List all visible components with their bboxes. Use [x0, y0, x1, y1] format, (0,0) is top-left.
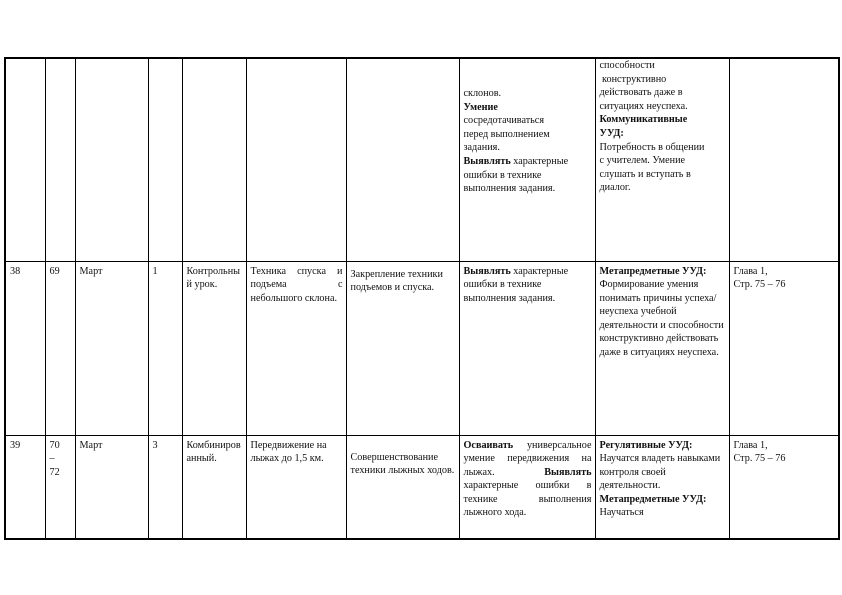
cell-num: 39 [5, 435, 45, 539]
tasks-text: характерные ошибки в технике выполнения задания. [463, 265, 569, 304]
uud-line: Коммуникативные [599, 114, 688, 126]
uud-line: действовать даже в [599, 87, 683, 99]
cell-hours-no: 70 – 72 [45, 435, 75, 539]
uud-text: Формирование умения понимать причины успеха/неуспеха учебной деятельности и способности конструктивно действовать даже в ситуациях неуспеха. [599, 279, 724, 359]
tasks-line: склонов. [463, 88, 502, 99]
tasks-text: универсальное умение передвижения на лыжах. [463, 439, 592, 478]
cell-num [5, 58, 45, 261]
reference-pages: Стр. 75 – 76 [733, 279, 786, 291]
tasks-bold: Выявлять [544, 466, 592, 478]
cell-lesson-type: Контрольный урок. [182, 261, 246, 435]
cell-month: Март [75, 261, 148, 435]
uud-line: конструктивно [599, 73, 667, 85]
uud-line: УУД: [599, 127, 624, 139]
cell-topic [246, 58, 346, 261]
cell-count: 1 [148, 261, 182, 435]
uud-line: Потребность в общении [599, 141, 705, 153]
reference-chapter: Глава 1, [733, 265, 768, 277]
uud-text: Научаться [599, 507, 644, 519]
tasks-line: Умение [463, 101, 498, 113]
uud-text: Научатся владеть навыками контроля своей деятельности. [599, 453, 721, 492]
cell-goal: Совершенствование техники лыжных ходов. [346, 435, 459, 539]
cell-topic: Передвижение на лыжах до 1,5 км. [246, 435, 346, 539]
table-row [5, 58, 839, 261]
cell-tasks [459, 58, 595, 261]
tasks-tail-bold: Выявлять [463, 155, 511, 167]
tasks-line: задания. [463, 142, 500, 154]
tasks-bold: Осваивать [463, 439, 514, 451]
uud-line: с учителем. Умение [599, 155, 686, 167]
cell-lesson-type: Комбинированный. [182, 435, 246, 539]
cell-lesson-type [182, 58, 246, 261]
tasks-bold: Выявлять [463, 265, 511, 277]
cell-topic: Техника спуска и подъема с небольшого склона. [246, 261, 346, 435]
cell-tasks [459, 435, 595, 539]
uud-line: способности [599, 60, 655, 71]
cell-count: 3 [148, 435, 182, 539]
cell-count [148, 58, 182, 261]
cell-goal [346, 58, 459, 261]
tasks-line: сосредотачиваться [463, 115, 545, 127]
cell-uud [595, 58, 729, 261]
reference-chapter: Глава 1, [733, 439, 768, 451]
uud-bold: Регулятивные УУД: [599, 439, 693, 451]
cell-hours-no: 69 [45, 261, 75, 435]
cell-goal: Закрепление техники подъемов и спуска. [346, 261, 459, 435]
uud-line: слушать и вступать в [599, 168, 691, 180]
cell-hours-no [45, 58, 75, 261]
cell-num: 38 [5, 261, 45, 435]
uud-line: диалог. [599, 182, 631, 194]
uud-bold: Метапредметные УУД: [599, 493, 707, 505]
cell-month: Март [75, 435, 148, 539]
cell-reference [729, 58, 839, 261]
cell-reference [729, 435, 839, 539]
tasks-tail-text: характерные ошибки в технике выполнения задания. [463, 155, 569, 195]
table-row [5, 261, 839, 435]
table-row [5, 435, 839, 539]
cell-uud [595, 435, 729, 539]
cell-uud [595, 261, 729, 435]
uud-line: ситуациях неуспеха. [599, 100, 688, 112]
lesson-plan-table [4, 57, 840, 540]
cell-tasks [459, 261, 595, 435]
reference-pages: Стр. 75 – 76 [733, 453, 786, 465]
cell-reference [729, 261, 839, 435]
tasks-line: перед выполнением [463, 128, 550, 140]
uud-bold: Метапредметные УУД: [599, 265, 707, 277]
tasks-text: характерные ошибки в технике выполнения лыжного хода. [463, 480, 592, 519]
cell-month [75, 58, 148, 261]
